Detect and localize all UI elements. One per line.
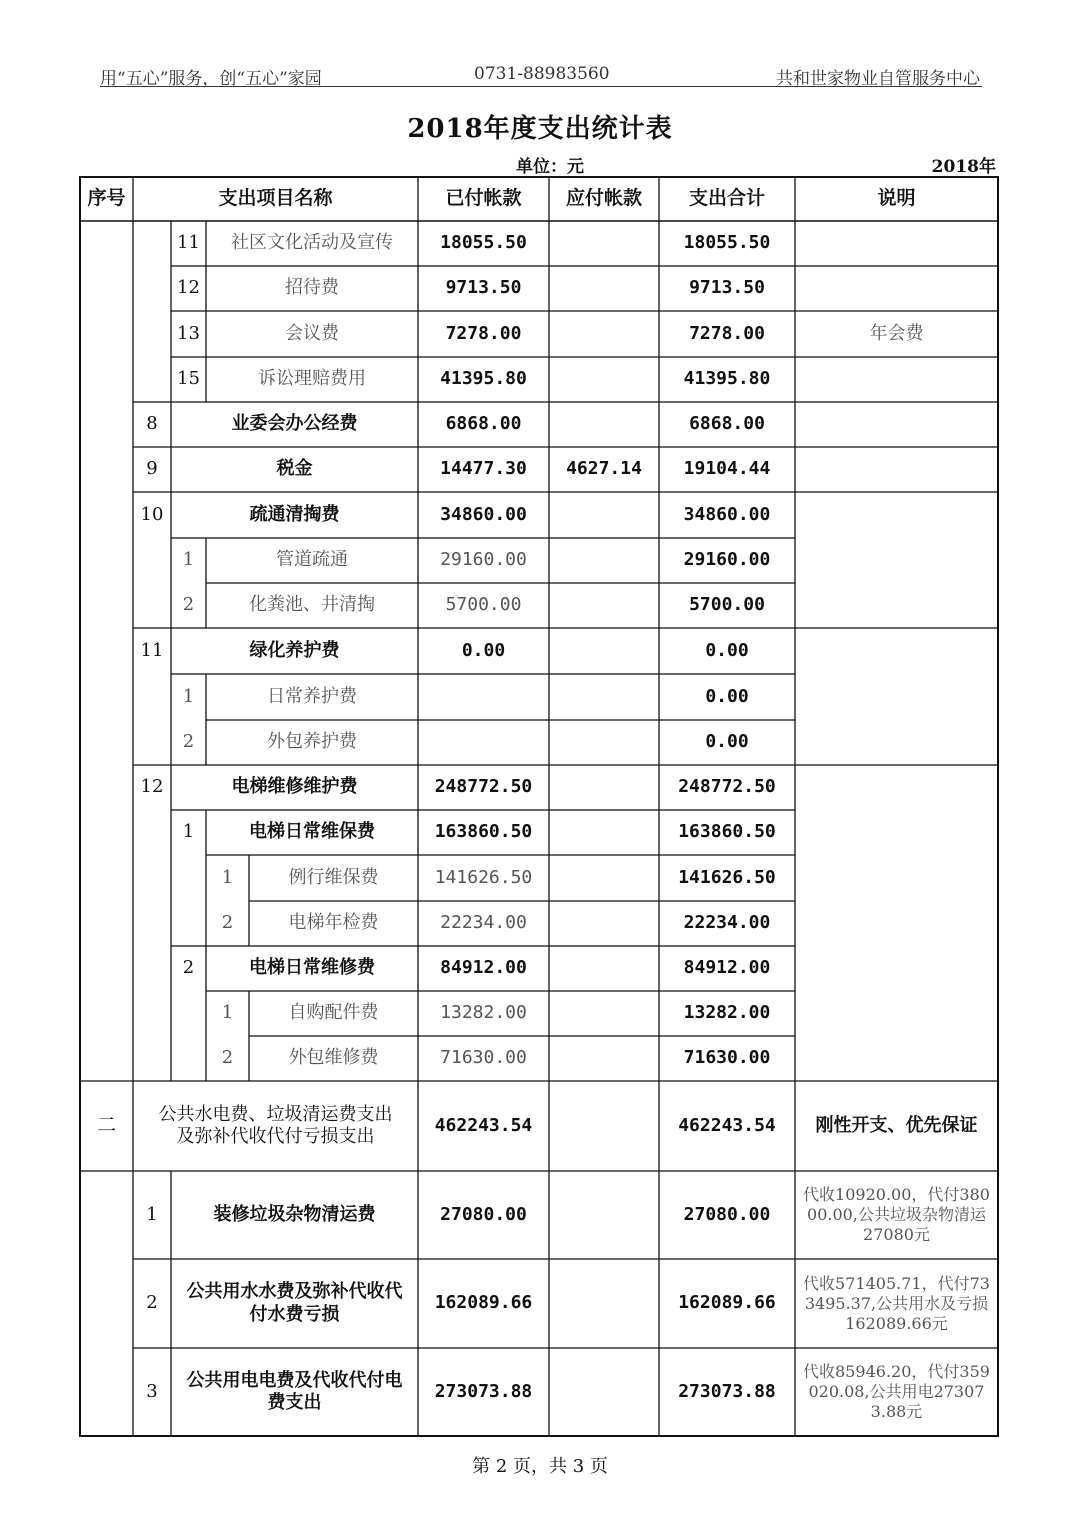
- row-payable: 4627.14: [566, 458, 642, 480]
- row-name: 例行维保费: [288, 866, 379, 888]
- row-no: 1: [221, 1002, 234, 1024]
- row-no: 2: [221, 912, 234, 934]
- row-paid: 29160.00: [440, 549, 527, 571]
- row-total: 84912.00: [683, 957, 771, 979]
- row-no: 2: [182, 957, 195, 979]
- row-name: 公共用电电费及代收代付电费支出: [186, 1369, 403, 1413]
- row-paid: 248772.50: [434, 776, 533, 798]
- col-header-total: 支出合计: [688, 187, 765, 210]
- row-no: 2: [182, 594, 195, 616]
- row-name: 管道疏通: [276, 549, 348, 571]
- row-paid: 34860.00: [440, 503, 527, 525]
- row-total: 6868.00: [689, 413, 765, 435]
- row-paid: 273073.88: [434, 1380, 533, 1402]
- row-note: 代收571405.71，代付733495.37,公共用水及亏损162089.66元: [803, 1273, 990, 1333]
- unit-label: 单位：元: [516, 157, 584, 177]
- row-total: 34860.00: [683, 503, 771, 525]
- header-phone: 0731-88983560: [474, 64, 610, 84]
- col-header-paid: 已付帐款: [445, 187, 522, 210]
- header-org: 共和世家物业自管服务中心: [776, 69, 980, 89]
- row-paid: 13282.00: [440, 1002, 527, 1024]
- row-total: 9713.50: [689, 277, 765, 299]
- row-name: 电梯日常维修费: [249, 957, 375, 979]
- row-name: 社区文化活动及宣传: [231, 232, 393, 254]
- row-total: 0.00: [705, 685, 749, 707]
- row-paid: 0.00: [461, 639, 506, 661]
- row-total: 18055.50: [683, 232, 771, 254]
- row-name: 装修垃圾杂物清运费: [213, 1203, 376, 1225]
- row-note: 年会费: [869, 322, 924, 344]
- row-name: 公共用水水费及弥补代收代付水费亏损: [186, 1281, 403, 1325]
- row-name: 会议费: [285, 322, 339, 344]
- row-paid: 5700.00: [445, 594, 522, 616]
- row-total: 19104.44: [683, 458, 771, 480]
- row-paid: 162089.66: [434, 1292, 533, 1314]
- row-total: 0.00: [705, 731, 749, 753]
- row-no: 3: [146, 1380, 158, 1402]
- row-name: 日常养护费: [267, 685, 357, 707]
- row-total: 22234.00: [683, 912, 771, 934]
- row-paid: 18055.50: [440, 232, 527, 254]
- page-title: 2018年度支出统计表: [407, 114, 673, 144]
- row-total: 41395.80: [683, 368, 771, 390]
- row-no: 9: [146, 458, 158, 480]
- row-no: 11: [140, 639, 164, 661]
- row-name: 化粪池、井清掏: [249, 594, 375, 616]
- row-total: 7278.00: [689, 322, 765, 344]
- col-header-note: 说明: [877, 187, 916, 210]
- row-paid: 141626.50: [434, 866, 533, 888]
- row-paid: 84912.00: [440, 957, 527, 979]
- row-no: 10: [140, 503, 164, 525]
- row-paid: 163860.50: [434, 821, 533, 843]
- col-header-payable: 应付帐款: [565, 187, 642, 210]
- row-name: 疏通清掏费: [249, 503, 340, 525]
- row-total: 273073.88: [678, 1380, 776, 1402]
- row-total: 71630.00: [683, 1047, 771, 1069]
- row-no: 1: [182, 549, 195, 571]
- row-name: 诉讼理赔费用: [258, 368, 366, 390]
- section-no: 二: [96, 1114, 116, 1137]
- row-name: 绿化养护费: [249, 639, 340, 661]
- row-paid: 9713.50: [445, 277, 522, 299]
- row-no: 8: [146, 413, 158, 435]
- row-total: 248772.50: [678, 776, 776, 798]
- row-note: 代收85946.20，代付359020.08,公共用电273073.88元: [803, 1362, 990, 1421]
- year-label: 2018年: [931, 157, 996, 177]
- row-name: 外包维修费: [288, 1047, 379, 1069]
- row-paid: 22234.00: [440, 912, 527, 934]
- row-total: 27080.00: [683, 1203, 771, 1225]
- row-no: 1: [221, 866, 234, 888]
- row-note: 代收10920.00，代付38000.00,公共垃圾杂物清运27080元: [803, 1185, 990, 1244]
- row-total: 29160.00: [683, 549, 771, 571]
- col-header-name: 支出项目名称: [218, 187, 333, 210]
- row-paid: 7278.00: [445, 322, 522, 344]
- col-header-no: 序号: [87, 187, 126, 210]
- row-name: 业委会办公经费: [231, 413, 358, 435]
- row-note: 刚性开支、优先保证: [815, 1114, 978, 1136]
- row-paid: 71630.00: [440, 1047, 527, 1069]
- row-total: 462243.54: [678, 1114, 776, 1136]
- row-no: 11: [177, 232, 200, 254]
- row-no: 1: [182, 685, 195, 707]
- page-footer: 第 2 页，共 3 页: [472, 1456, 608, 1477]
- row-total: 162089.66: [678, 1292, 776, 1314]
- row-paid: 462243.54: [434, 1114, 533, 1136]
- row-total: 5700.00: [689, 594, 765, 616]
- row-total: 0.00: [705, 639, 749, 661]
- row-no: 12: [177, 277, 200, 299]
- row-no: 2: [182, 731, 195, 753]
- row-paid: 41395.80: [440, 368, 527, 390]
- row-name: 招待费: [285, 277, 339, 299]
- row-no: 13: [177, 322, 200, 344]
- row-name: 公共水电费、垃圾清运费支出及弥补代收代付亏损支出: [158, 1103, 393, 1147]
- row-name: 电梯日常维保费: [249, 821, 375, 843]
- row-total: 141626.50: [678, 866, 776, 888]
- row-total: 163860.50: [678, 821, 776, 843]
- row-total: 13282.00: [683, 1002, 771, 1024]
- row-paid: 6868.00: [445, 413, 522, 435]
- row-no: 1: [182, 821, 195, 843]
- row-paid: 14477.30: [440, 458, 527, 480]
- row-no: 15: [177, 368, 200, 390]
- row-name: 外包养护费: [267, 731, 357, 753]
- row-name: 税金: [276, 458, 313, 480]
- row-no: 2: [221, 1047, 234, 1069]
- row-name: 电梯维修维护费: [231, 776, 358, 798]
- row-no: 12: [140, 776, 164, 798]
- header-slogan: 用“五心”服务，创“五心”家园: [100, 69, 322, 89]
- row-name: 电梯年检费: [288, 912, 379, 934]
- row-paid: 27080.00: [440, 1203, 527, 1225]
- row-no: 1: [146, 1203, 158, 1225]
- row-no: 2: [146, 1292, 158, 1314]
- row-name: 自购配件费: [288, 1002, 379, 1024]
